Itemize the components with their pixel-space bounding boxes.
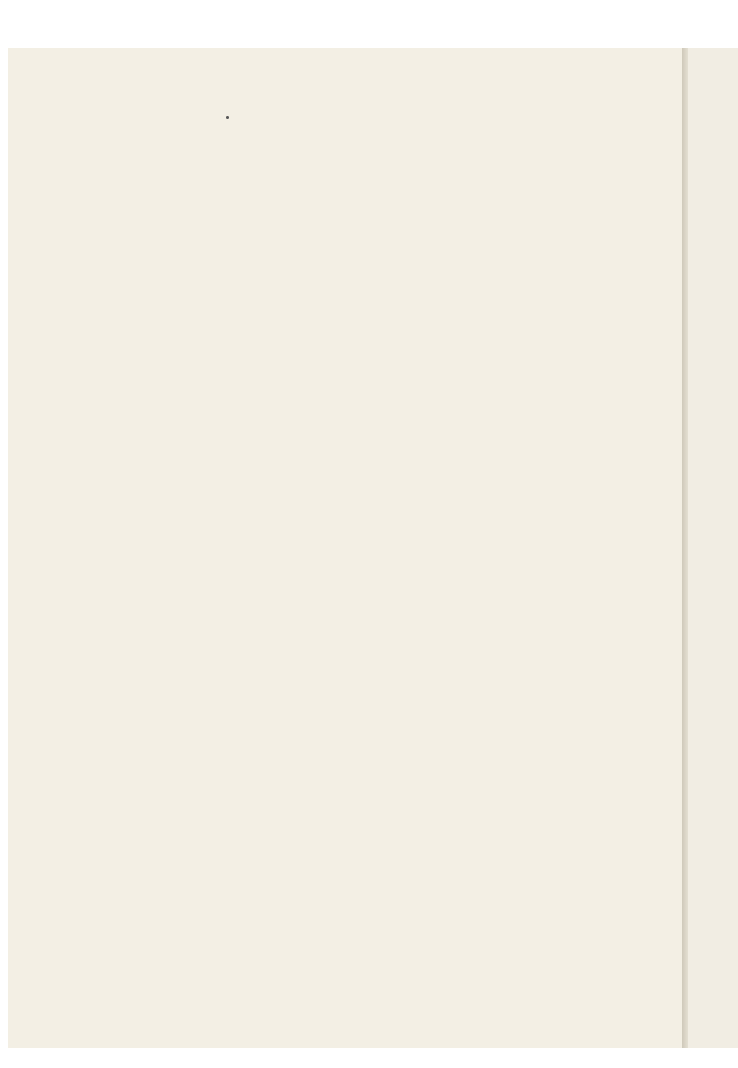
column-1 [44, 180, 238, 190]
adjacent-page-strip [688, 48, 738, 1048]
column-2 [253, 180, 450, 190]
magazine-page [8, 48, 682, 1048]
section-header [44, 121, 460, 141]
ink-dot [226, 116, 229, 119]
column-3 [466, 82, 666, 92]
